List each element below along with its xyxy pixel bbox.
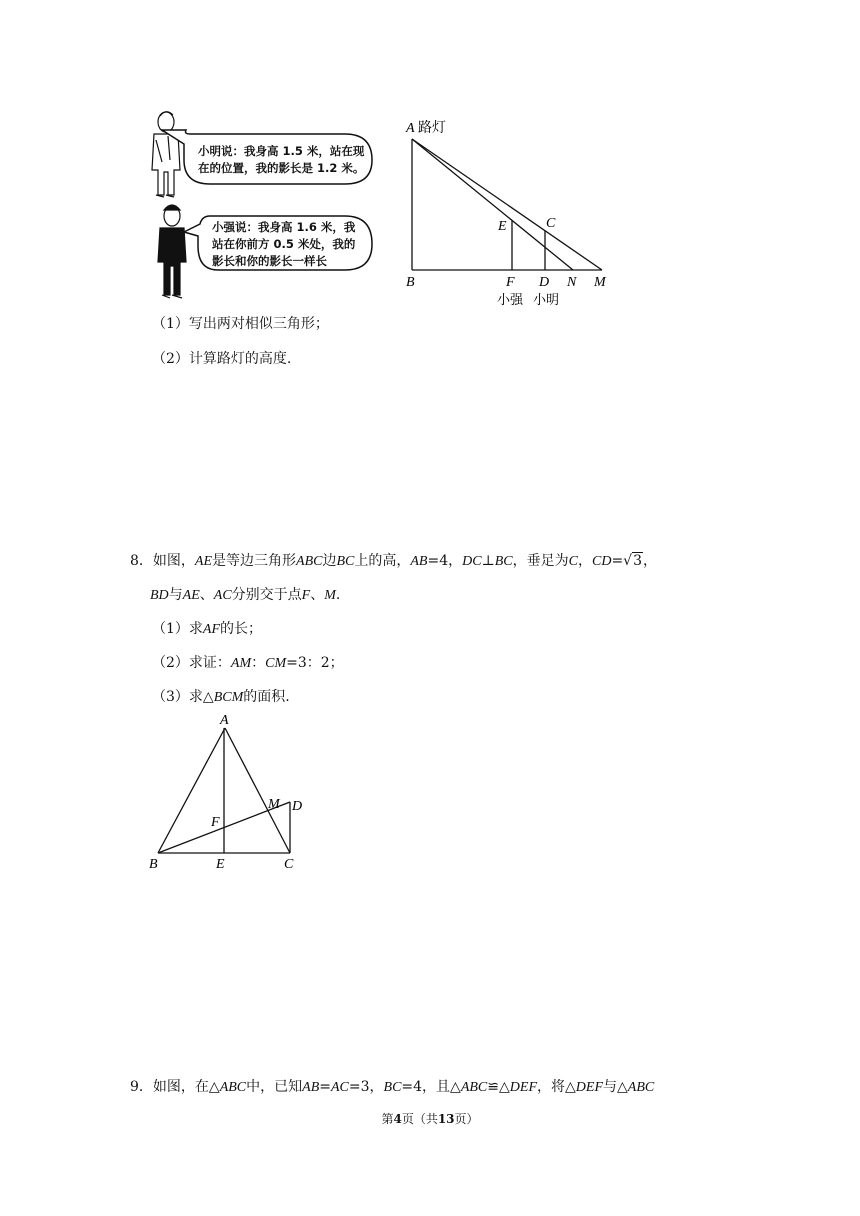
q8-sub3-text: 的面积. bbox=[243, 689, 290, 705]
page-number: 4 bbox=[393, 1112, 402, 1126]
q8-var-C: C bbox=[568, 554, 578, 569]
q7-streetlamp-figure bbox=[400, 112, 620, 308]
q8-triangle-figure bbox=[140, 708, 320, 874]
label-lamp: 路灯 bbox=[418, 120, 446, 136]
q8-text: 分别交于点 bbox=[231, 587, 302, 603]
q8-text: ， bbox=[643, 553, 658, 569]
footer-text: 页） bbox=[454, 1112, 479, 1126]
q9-text: =4，且△ bbox=[401, 1079, 461, 1095]
footer-text: 页（共 bbox=[401, 1112, 438, 1126]
q8-number: 8． bbox=[130, 553, 153, 569]
q8-sub2-text: （2）求证： bbox=[152, 655, 231, 671]
q8-sub1-text: 的长； bbox=[220, 621, 263, 637]
q8-text: 与 bbox=[168, 587, 183, 603]
label-C: C bbox=[546, 216, 556, 231]
q9-line1 bbox=[130, 1078, 654, 1097]
q8-sub2-text: =3：2； bbox=[286, 655, 344, 671]
label-N: N bbox=[567, 275, 577, 290]
bubble2-line2: 站在你前方 0.5 米处，我的 bbox=[212, 237, 356, 251]
q8-var-DC: DC bbox=[462, 554, 482, 569]
footer-text: 第 bbox=[381, 1112, 394, 1126]
q8-text: ， bbox=[577, 553, 592, 569]
q8-var-BC: BC bbox=[336, 554, 355, 569]
sqrt-3 bbox=[623, 552, 643, 570]
label-M: M bbox=[594, 275, 606, 290]
q9-var-ABC: ABC bbox=[627, 1080, 655, 1095]
q8-sub3-text: （3）求△ bbox=[152, 689, 214, 705]
q9-text: 如图，在△ bbox=[152, 1079, 220, 1095]
q8-var-BD: BD bbox=[150, 588, 169, 603]
bubble1-line1: 小明说：我身高 1.5 米，站在现 bbox=[198, 144, 365, 158]
triangle-diagram bbox=[140, 708, 320, 874]
label-A: A bbox=[220, 713, 229, 728]
q8-var-AB: AB bbox=[410, 554, 428, 569]
label-C: C bbox=[284, 857, 294, 872]
page-footer bbox=[0, 1110, 860, 1128]
xiaoming-person-icon bbox=[152, 112, 180, 197]
q9-number: 9． bbox=[130, 1079, 153, 1095]
sqrt-radicand: 3 bbox=[633, 553, 643, 569]
q8-text: 、 bbox=[310, 587, 325, 603]
label-D: D bbox=[539, 275, 550, 290]
q8-text: 如图， bbox=[152, 553, 195, 569]
label-xiaoming: 小明 bbox=[533, 293, 560, 308]
bubble2-line1: 小强说：我身高 1.6 米，我 bbox=[212, 220, 356, 234]
q8-var-AF: AF bbox=[202, 622, 221, 637]
q9-text: =3， bbox=[348, 1079, 384, 1095]
q9-text: = bbox=[319, 1079, 331, 1095]
q8-var-AC: AC bbox=[213, 588, 232, 603]
q9-var-ABC: ABC bbox=[219, 1080, 247, 1095]
q8-sub2 bbox=[152, 654, 344, 673]
label-B: B bbox=[149, 857, 158, 872]
q8-sub1 bbox=[152, 620, 262, 639]
label-F: F bbox=[506, 275, 515, 290]
q8-line1 bbox=[130, 552, 657, 571]
q8-var-ABC: ABC bbox=[296, 554, 323, 569]
side-AC bbox=[225, 728, 290, 853]
q8-sub1-text: （1）求 bbox=[152, 621, 203, 637]
q8-text: =4， bbox=[427, 553, 463, 569]
q8-var-M: M bbox=[324, 588, 336, 603]
label-B: B bbox=[406, 275, 415, 290]
sqrt-symbol: √ bbox=[623, 553, 633, 569]
q8-line2 bbox=[150, 586, 340, 605]
q8-text: 、 bbox=[199, 587, 214, 603]
q8-var-BC: BC bbox=[494, 554, 513, 569]
label-D: D bbox=[292, 799, 303, 814]
q9-text: ，将△ bbox=[537, 1079, 576, 1095]
q9-var-BC: BC bbox=[383, 1080, 402, 1095]
q9-text: 与△ bbox=[603, 1079, 628, 1095]
q8-sub3 bbox=[152, 688, 290, 707]
label-F: F bbox=[211, 815, 220, 830]
ray-AN bbox=[412, 139, 573, 270]
ray-AM bbox=[412, 139, 602, 270]
q9-var-ABC: ABC bbox=[460, 1080, 488, 1095]
bubble2-line3: 影长和你的影长一样长 bbox=[212, 254, 327, 268]
q9-text: 中，已知 bbox=[246, 1079, 303, 1095]
q8-var-F: F bbox=[301, 588, 311, 603]
q8-var-AE: AE bbox=[182, 588, 200, 603]
q9-var-DEF: DEF bbox=[575, 1080, 603, 1095]
bubble1-line2: 在的位置，我的影长是 1.2 米。 bbox=[198, 161, 365, 175]
q8-var-AE: AE bbox=[194, 554, 213, 569]
q8-var-AM: AM bbox=[230, 656, 252, 671]
q9-text: ≌△ bbox=[487, 1079, 510, 1095]
q8-text: ，垂足为 bbox=[512, 553, 569, 569]
q7-cartoon-figure bbox=[140, 100, 380, 305]
q8-equals: = bbox=[611, 553, 624, 569]
side-AB bbox=[158, 728, 225, 853]
q8-text: 边 bbox=[322, 553, 337, 569]
q8-text: 上的高， bbox=[354, 553, 411, 569]
q9-var-AB: AB bbox=[302, 1080, 320, 1095]
q7-sub2: （2）计算路灯的高度. bbox=[152, 351, 292, 367]
xiaoqiang-person-icon bbox=[158, 205, 186, 298]
q8-sub2-text: ： bbox=[251, 655, 266, 671]
q8-var-CM: CM bbox=[265, 656, 287, 671]
label-E: E bbox=[498, 219, 507, 234]
label-E: E bbox=[216, 857, 225, 872]
q9-var-AC: AC bbox=[331, 1080, 349, 1095]
q9-var-DEF: DEF bbox=[509, 1080, 537, 1095]
q8-text: . bbox=[335, 587, 341, 603]
label-xiaoqiang: 小强 bbox=[497, 293, 524, 308]
total-pages: 13 bbox=[437, 1112, 455, 1126]
label-M: M bbox=[268, 797, 280, 812]
q7-sub1: （1）写出两对相似三角形； bbox=[152, 316, 329, 332]
q8-var-CD: CD bbox=[591, 554, 612, 569]
q8-perp-symbol: ⊥ bbox=[481, 553, 495, 569]
cartoon-drawing bbox=[140, 100, 380, 305]
label-A: A bbox=[406, 121, 415, 136]
q8-text: 是等边三角形 bbox=[212, 553, 297, 569]
streetlamp-diagram bbox=[400, 112, 620, 308]
q8-var-BCM: BCM bbox=[213, 690, 244, 705]
